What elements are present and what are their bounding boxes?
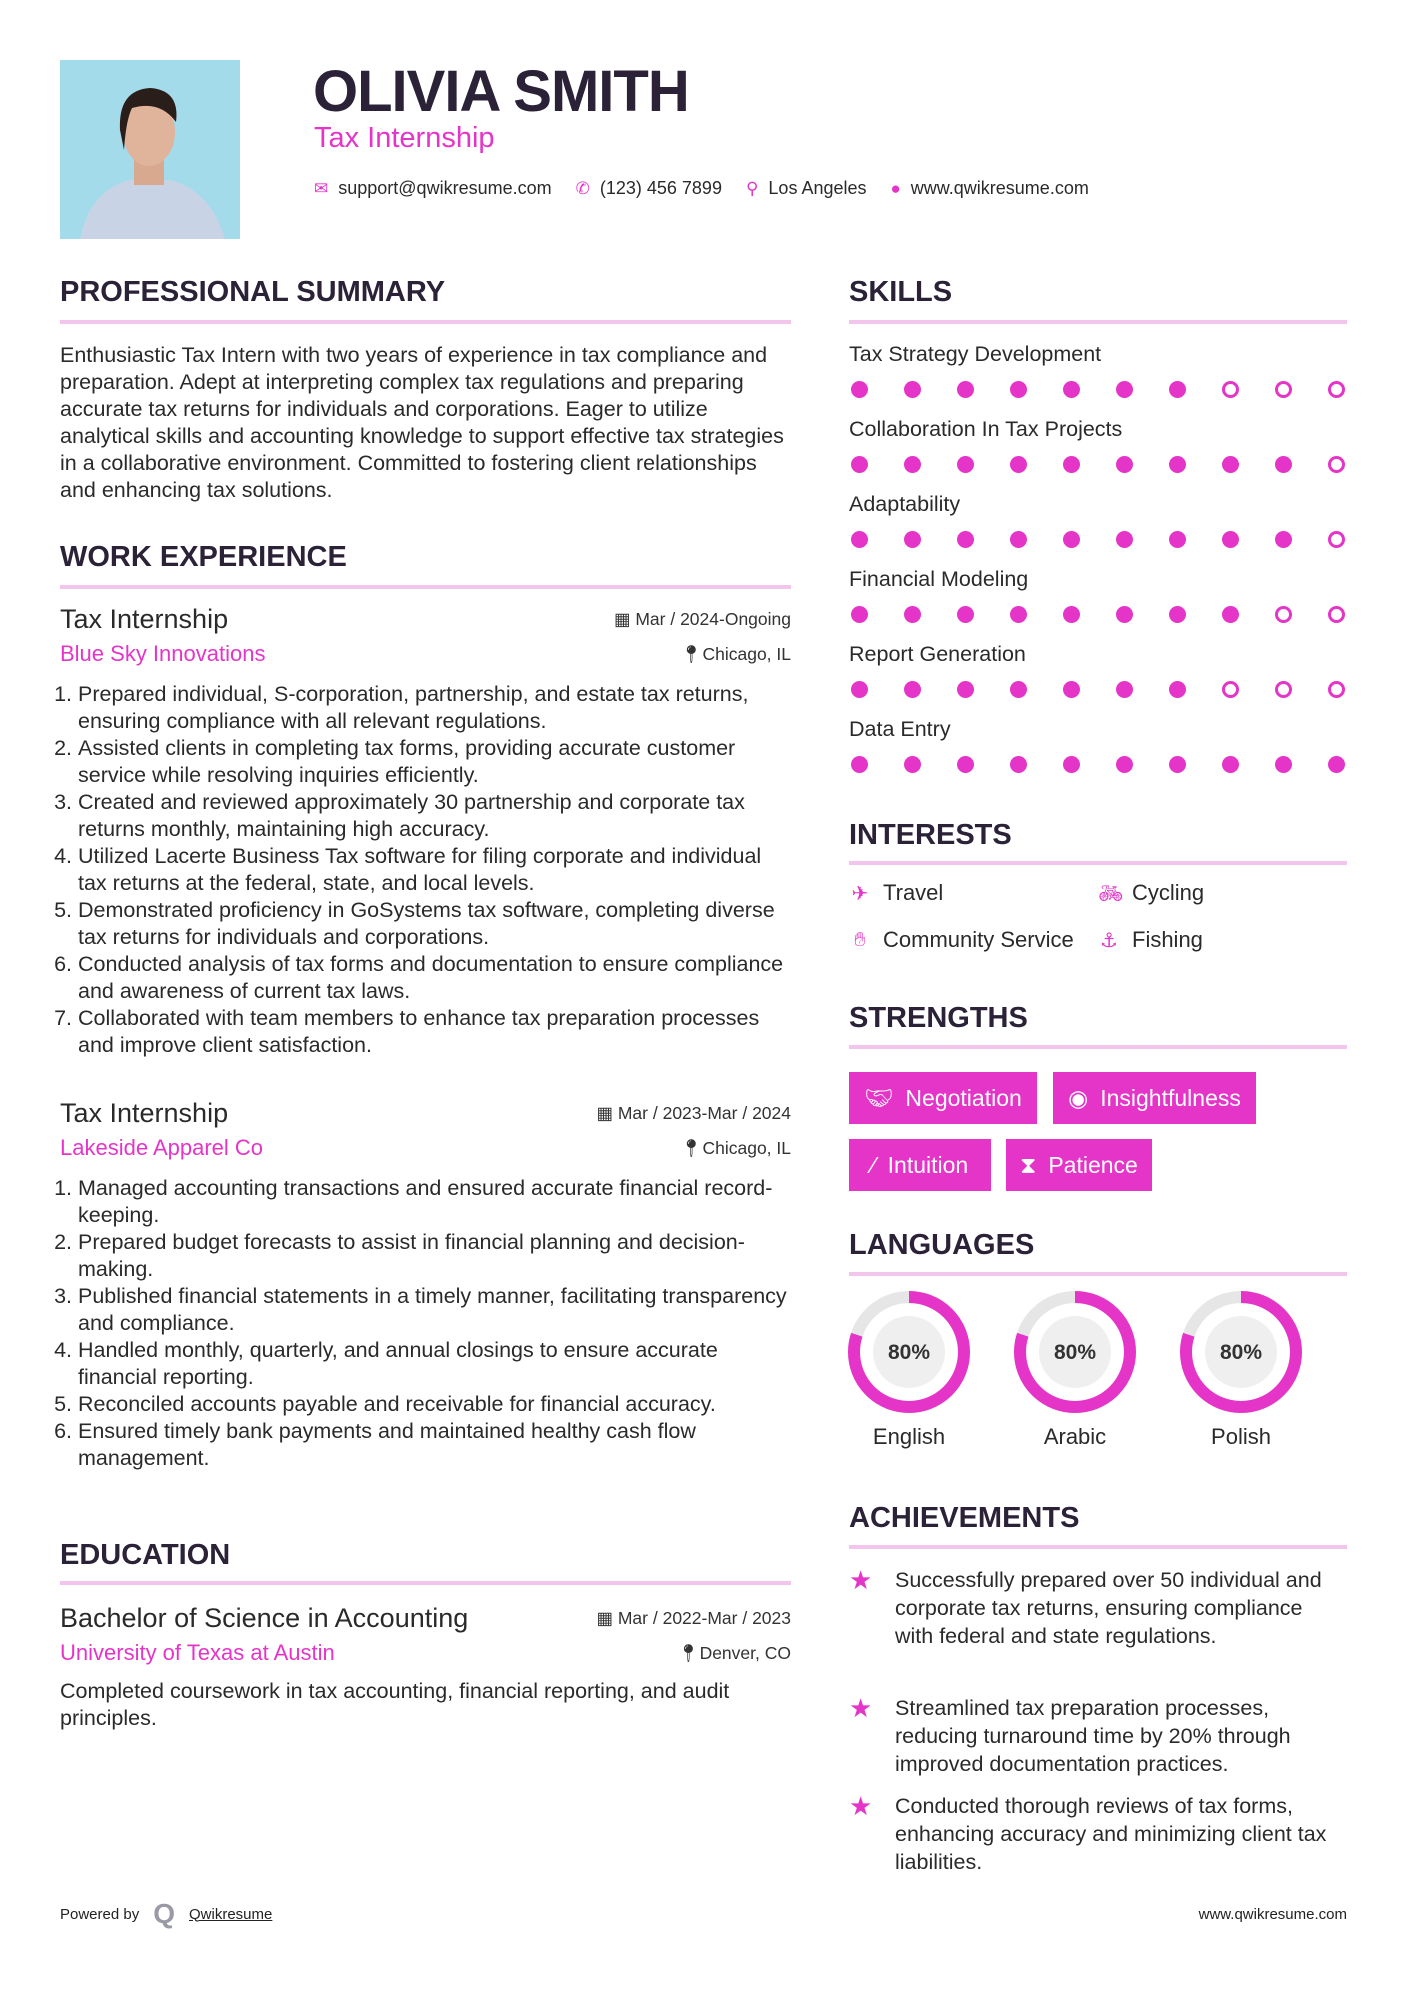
hand-icon: ✋︎: [854, 928, 866, 951]
email[interactable]: support@qwikresume.com: [338, 178, 552, 198]
achievement-text: Streamlined tax preparation processes, reducing turnaround time by 20% through improved documentation practices.: [895, 1696, 1291, 1776]
language-name: Arabic: [1043, 1424, 1107, 1449]
rating-dot: [1010, 606, 1027, 623]
rating-dot: [1222, 681, 1239, 698]
skill-label: Adaptability: [849, 492, 961, 516]
website[interactable]: www.qwikresume.com: [910, 178, 1089, 198]
interest-label: Travel: [883, 880, 944, 905]
language-item: [1176, 1290, 1306, 1450]
calendar-icon: ▦: [596, 1608, 618, 1628]
education-entry: [60, 1603, 791, 1732]
language-name: Polish: [1211, 1424, 1271, 1449]
calendar-icon: ▦: [596, 1103, 618, 1123]
skill-item: [849, 567, 1347, 623]
job-title: Tax Internship: [60, 604, 229, 634]
rating-dot: [1010, 381, 1027, 398]
achievement-text: Conducted thorough reviews of tax forms, enhancing accuracy and minimizing client tax liabilities.: [895, 1794, 1327, 1874]
pin-icon: 📍︎: [677, 1642, 700, 1663]
company-name: Blue Sky Innovations: [60, 641, 266, 666]
plane-icon: ✈: [851, 882, 869, 905]
handshake-icon: 🤝︎: [864, 1084, 894, 1111]
language-progress-ring: [847, 1290, 971, 1414]
rating-dot: [1275, 756, 1292, 773]
rating-dot: [957, 756, 974, 773]
rating-dot: [1010, 681, 1027, 698]
strength-label: Intuition: [887, 1151, 969, 1178]
achievement-text: Successfully prepared over 50 individual and corporate tax returns, ensuring compliance with federal and state regulations.: [895, 1568, 1322, 1648]
powered-by-label: Powered by: [60, 1905, 140, 1923]
rating-dot: [1169, 456, 1186, 473]
list-item: 2. Assisted clients in completing tax forms, providing accurate customer service while resolving inquiries efficiently.: [78, 735, 791, 789]
footer-powered: [60, 1898, 272, 1930]
rating-dot: [1222, 381, 1239, 398]
rating-dot: [1169, 756, 1186, 773]
map-pin-icon: ⚲: [745, 178, 759, 198]
language-progress-ring: [1013, 1290, 1137, 1414]
rating-dot: [957, 456, 974, 473]
job-duties: [60, 681, 791, 1059]
strength-label: Negotiation: [905, 1084, 1022, 1111]
magic-wand-icon: ⁄: [871, 1151, 876, 1178]
section-heading-achievements: ACHIEVEMENTS: [849, 1502, 1080, 1534]
anchor-icon: ⚓︎: [1100, 929, 1118, 952]
location: Los Angeles: [768, 178, 867, 198]
rating-dot: [1222, 456, 1239, 473]
list-item: 7. Collaborated with team members to enhance tax preparation processes and improve client satisfaction.: [78, 1005, 791, 1059]
envelope-icon: ✉: [314, 178, 329, 198]
list-item: 5. Reconciled accounts payable and receivable for financial accuracy.: [78, 1391, 791, 1418]
rating-dot: [1116, 531, 1133, 548]
rating-dot: [904, 456, 921, 473]
list-item: 5. Demonstrated proficiency in GoSystems tax software, completing diverse tax returns for individuals and corporations.: [78, 897, 791, 951]
language-percent: 80%: [1053, 1341, 1097, 1364]
skills-list: [849, 342, 1347, 782]
skill-label: Data Entry: [849, 717, 951, 741]
eye-icon: ◉: [1068, 1084, 1089, 1111]
rating-dot: [1063, 756, 1080, 773]
skill-rating: [849, 456, 1347, 473]
rating-dot: [851, 381, 868, 398]
job-date: Mar / 2024-Ongoing: [635, 609, 791, 629]
list-item: 6. Conducted analysis of tax forms and documentation to ensure compliance and awareness of current tax laws.: [78, 951, 791, 1005]
list-item: 2. Prepared budget forecasts to assist in financial planning and decision-making.: [78, 1229, 791, 1283]
interest-label: Cycling: [1132, 880, 1205, 905]
rating-dot: [1116, 456, 1133, 473]
rating-dot: [904, 606, 921, 623]
phone-icon: ✆: [575, 178, 590, 198]
section-heading-summary: PROFESSIONAL SUMMARY: [60, 276, 446, 308]
strength-label: Insightfulness: [1100, 1084, 1241, 1111]
candidate-title: Tax Internship: [314, 122, 495, 154]
education-date: Mar / 2022-Mar / 2023: [617, 1608, 791, 1628]
education-description: Completed coursework in tax accounting, financial reporting, and audit principles.: [60, 1679, 730, 1730]
language-percent: 80%: [887, 1341, 931, 1364]
rating-dot: [1010, 756, 1027, 773]
list-item: 3. Created and reviewed approximately 30 partnership and corporate tax returns monthly, maintaining high accuracy.: [78, 789, 791, 843]
skill-rating: [849, 756, 1347, 773]
rating-dot: [1328, 606, 1345, 623]
skill-label: Financial Modeling: [849, 567, 1029, 591]
language-item: [1010, 1290, 1140, 1450]
skill-rating: [849, 381, 1347, 398]
qwikresume-logo-icon: Q: [153, 1898, 175, 1929]
interest-item: [849, 927, 1074, 953]
interest-label: Fishing: [1132, 927, 1203, 952]
skill-rating: [849, 606, 1347, 623]
rating-dot: [1275, 531, 1292, 548]
language-percent: 80%: [1219, 1341, 1263, 1364]
divider: [849, 861, 1347, 865]
skill-item: [849, 717, 1347, 773]
job-duties: [60, 1175, 791, 1472]
list-item: 1. Prepared individual, S-corporation, partnership, and estate tax returns, ensuring compliance with all relevant regulations.: [78, 681, 791, 735]
education-location: Denver, CO: [699, 1642, 791, 1663]
rating-dot: [1328, 681, 1345, 698]
rating-dot: [1169, 531, 1186, 548]
star-icon: ★: [849, 1791, 873, 1821]
job-title: Tax Internship: [60, 1098, 229, 1128]
rating-dot: [851, 531, 868, 548]
achievement-item: [849, 1792, 1347, 1876]
rating-dot: [1275, 606, 1292, 623]
rating-dot: [1063, 381, 1080, 398]
section-heading-languages: LANGUAGES: [849, 1229, 1035, 1261]
section-heading-skills: SKILLS: [849, 276, 953, 308]
section-heading-strengths: STRENGTHS: [849, 1002, 1028, 1034]
globe-icon: ●: [890, 178, 901, 198]
skill-item: [849, 642, 1347, 698]
job-location: Chicago, IL: [702, 643, 791, 664]
rating-dot: [851, 456, 868, 473]
rating-dot: [1010, 456, 1027, 473]
brand-link[interactable]: Qwikresume: [189, 1905, 273, 1923]
school-name: University of Texas at Austin: [60, 1640, 335, 1665]
section-heading-interests: INTERESTS: [849, 819, 1012, 851]
strength-label: Patience: [1048, 1151, 1138, 1178]
skill-label: Collaboration In Tax Projects: [849, 417, 1123, 441]
language-item: [844, 1290, 974, 1450]
strengths-list: [849, 1072, 1347, 1197]
rating-dot: [1116, 756, 1133, 773]
list-item: 1. Managed accounting transactions and ensured accurate financial record-keeping.: [78, 1175, 791, 1229]
bicycle-icon: 🚲︎: [1098, 882, 1124, 905]
skill-item: [849, 492, 1347, 548]
rating-dot: [1169, 381, 1186, 398]
rating-dot: [1116, 681, 1133, 698]
rating-dot: [904, 531, 921, 548]
candidate-name: OLIVIA SMITH: [313, 59, 689, 124]
rating-dot: [1222, 531, 1239, 548]
job-entry: [60, 1098, 791, 1472]
profile-photo: [60, 60, 240, 239]
star-icon: ★: [849, 1693, 873, 1723]
rating-dot: [1328, 381, 1345, 398]
job-location: Chicago, IL: [702, 1137, 791, 1158]
company-name: Lakeside Apparel Co: [60, 1135, 264, 1160]
calendar-icon: ▦: [613, 609, 636, 629]
hourglass-icon: ⧗: [1020, 1151, 1037, 1178]
rating-dot: [1169, 606, 1186, 623]
strength-tag: [1053, 1072, 1256, 1124]
divider: [849, 320, 1347, 324]
pin-icon: 📍︎: [680, 1137, 703, 1158]
achievement-item: [849, 1694, 1347, 1778]
interest-item: [1098, 927, 1203, 953]
rating-dot: [1222, 756, 1239, 773]
divider: [60, 585, 791, 589]
summary-text: Enthusiastic Tax Intern with two years of experience in tax compliance and preparation. Adept at interpreting complex tax regulations and preparing accurate tax returns for individuals and corporations. Eager to utilize analytical skills and accounting knowledge to support effective tax strategies in a collaborative environment. Committed to fostering client relationships and enhancing tax solutions.: [60, 343, 784, 502]
divider: [849, 1545, 1347, 1549]
rating-dot: [1063, 681, 1080, 698]
divider: [60, 1581, 791, 1585]
rating-dot: [1063, 606, 1080, 623]
rating-dot: [1116, 381, 1133, 398]
rating-dot: [1328, 456, 1345, 473]
job-date: Mar / 2023-Mar / 2024: [617, 1103, 791, 1123]
rating-dot: [1275, 381, 1292, 398]
divider: [849, 1045, 1347, 1049]
rating-dot: [1169, 681, 1186, 698]
languages-list: [849, 1290, 1347, 1460]
rating-dot: [1116, 606, 1133, 623]
language-name: English: [872, 1424, 946, 1449]
skill-rating: [849, 531, 1347, 548]
divider: [60, 320, 791, 324]
divider: [849, 1272, 1347, 1276]
rating-dot: [957, 606, 974, 623]
rating-dot: [957, 681, 974, 698]
interest-item: [849, 880, 943, 906]
list-item: 6. Ensured timely bank payments and maintained healthy cash flow management.: [78, 1418, 791, 1472]
skill-item: [849, 417, 1347, 473]
footer-website[interactable]: www.qwikresume.com: [1198, 1906, 1347, 1923]
rating-dot: [1328, 531, 1345, 548]
rating-dot: [1328, 756, 1345, 773]
strength-tag: [849, 1072, 1037, 1124]
rating-dot: [1222, 606, 1239, 623]
phone: (123) 456 7899: [599, 178, 722, 198]
job-entry: [60, 604, 791, 1059]
pin-icon: 📍︎: [680, 643, 703, 664]
rating-dot: [957, 531, 974, 548]
section-heading-experience: WORK EXPERIENCE: [60, 541, 347, 573]
achievement-item: [849, 1566, 1347, 1650]
rating-dot: [851, 681, 868, 698]
rating-dot: [1063, 531, 1080, 548]
list-item: 4. Utilized Lacerte Business Tax software for filing corporate and individual tax returns at the federal, state, and local levels.: [78, 843, 791, 897]
interest-label: Community Service: [883, 927, 1074, 952]
skill-label: Tax Strategy Development: [849, 342, 1102, 366]
rating-dot: [904, 681, 921, 698]
skill-item: [849, 342, 1347, 398]
interests-list: [849, 880, 1347, 960]
section-heading-education: EDUCATION: [60, 1539, 231, 1571]
rating-dot: [1063, 456, 1080, 473]
rating-dot: [851, 606, 868, 623]
language-progress-ring: [1179, 1290, 1303, 1414]
list-item: 3. Published financial statements in a timely manner, facilitating transparency and compliance.: [78, 1283, 791, 1337]
achievements-list: [849, 1566, 1347, 1886]
rating-dot: [1275, 681, 1292, 698]
skill-rating: [849, 681, 1347, 698]
list-item: 4. Handled monthly, quarterly, and annual closings to ensure accurate financial reporting.: [78, 1337, 791, 1391]
skill-label: Report Generation: [849, 642, 1026, 666]
rating-dot: [904, 381, 921, 398]
rating-dot: [904, 756, 921, 773]
interest-item: [1098, 880, 1204, 906]
rating-dot: [851, 756, 868, 773]
strength-tag: [849, 1139, 991, 1191]
strength-tag: [1006, 1139, 1152, 1191]
degree: Bachelor of Science in Accounting: [60, 1603, 469, 1633]
contact-bar: [314, 178, 1089, 199]
rating-dot: [1275, 456, 1292, 473]
rating-dot: [957, 381, 974, 398]
star-icon: ★: [849, 1565, 873, 1595]
rating-dot: [1010, 531, 1027, 548]
